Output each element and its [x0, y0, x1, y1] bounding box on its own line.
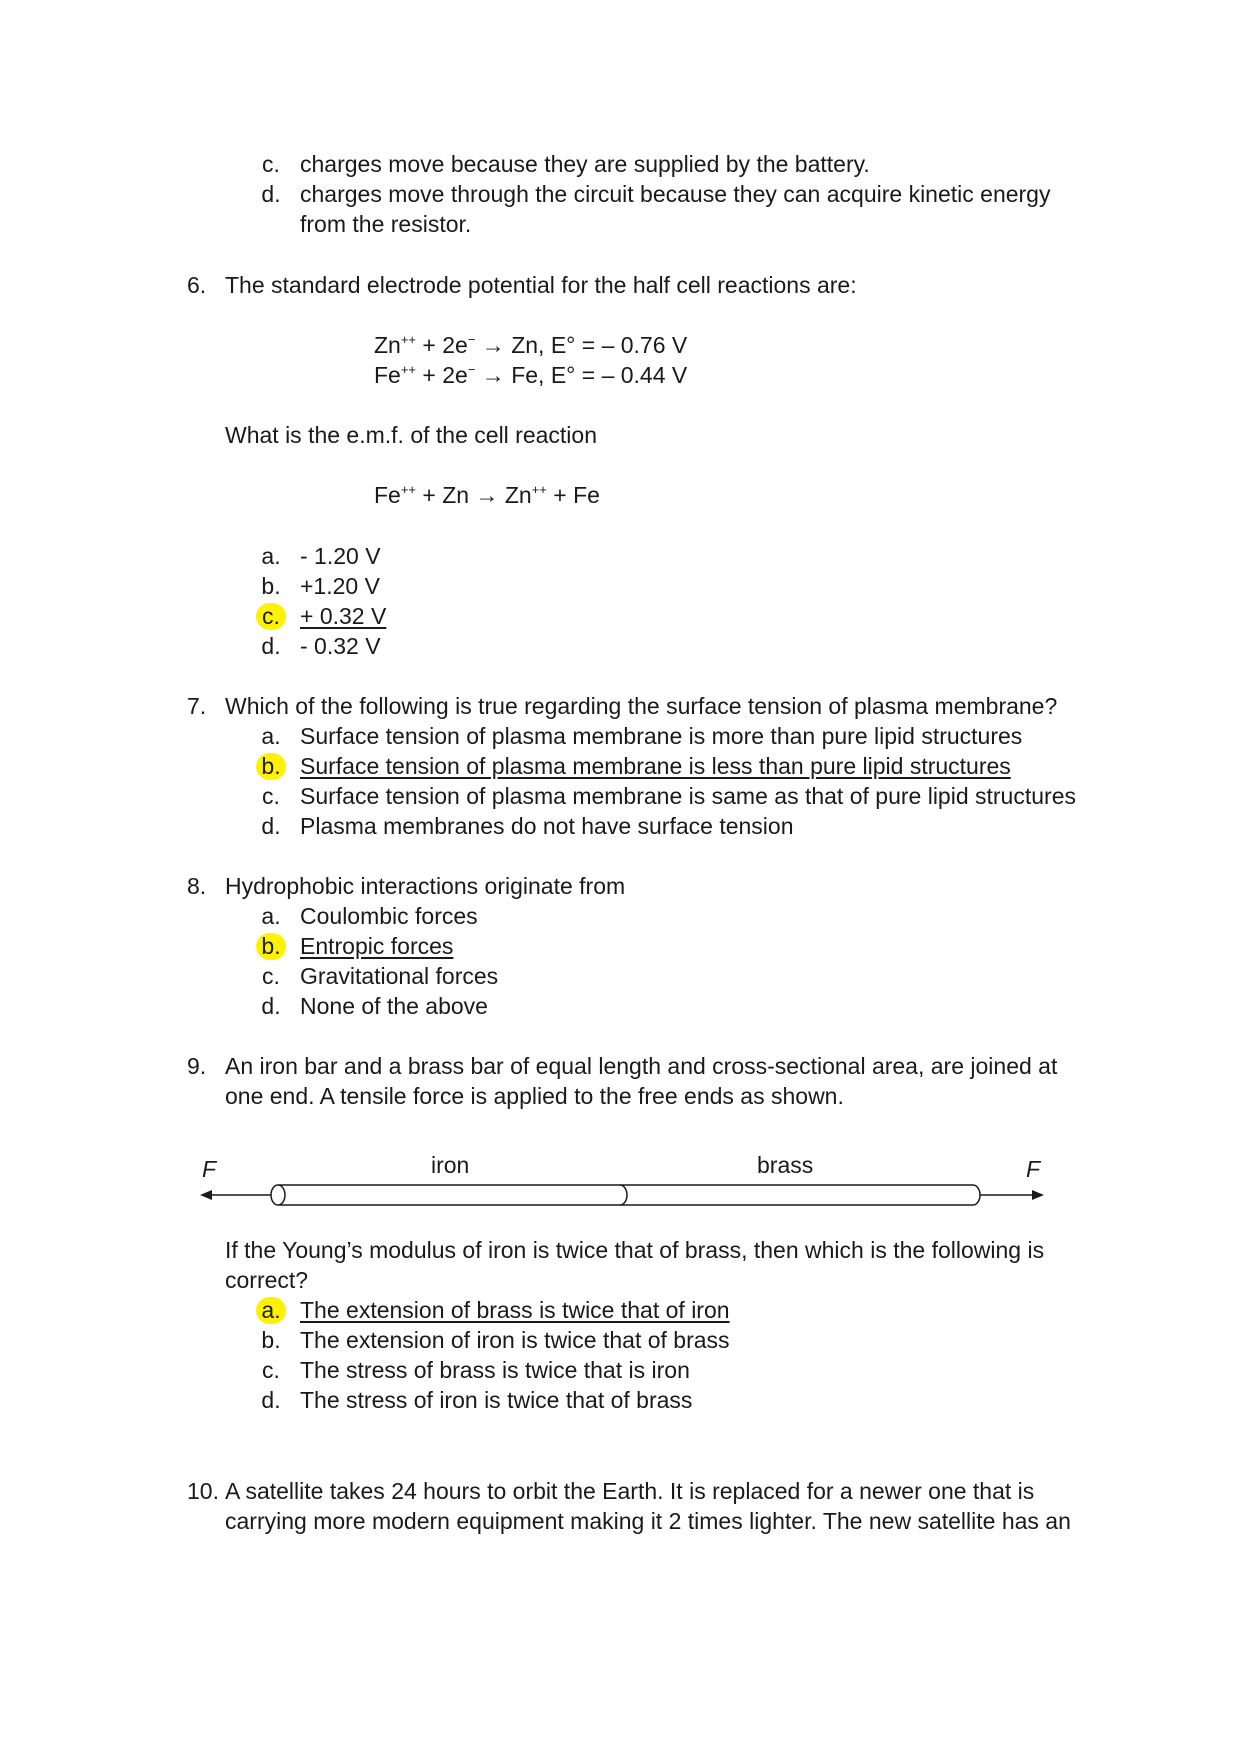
right-force-label: F — [1026, 1156, 1041, 1182]
option-letter-highlighted: b. — [256, 933, 286, 960]
q9-stem-line1: An iron bar and a brass bar of equal length and cross-sectional area, are joined at — [225, 1053, 1058, 1079]
option-letter: d. — [261, 633, 281, 659]
option-text-underlined: + 0.32 V — [300, 603, 387, 629]
q7-stem: Which of the following is true regarding the surface tension of plasma membrane? — [225, 693, 1058, 719]
option-text: charges move through the circuit because they can acquire kinetic energy — [300, 181, 1051, 207]
option-letter: b. — [261, 573, 281, 599]
q10-number: 10. — [187, 1478, 219, 1504]
option-text: Gravitational forces — [300, 963, 499, 989]
q9-number: 9. — [187, 1053, 207, 1079]
bar-left-end — [271, 1185, 285, 1205]
q9-question-line2: correct? — [225, 1267, 309, 1293]
q6-question: What is the e.m.f. of the cell reaction — [225, 422, 597, 448]
option-letter-highlighted: a. — [256, 1297, 286, 1324]
option-text: Plasma membranes do not have surface tension — [300, 813, 794, 839]
option-text: The stress of brass is twice that is iron — [300, 1357, 690, 1383]
option-text: - 0.32 V — [300, 633, 381, 659]
q9-stem-line2: one end. A tensile force is applied to the free ends as shown. — [225, 1083, 844, 1109]
q9-question-line1: If the Young’s modulus of iron is twice that of brass, then which is the following is — [225, 1237, 1045, 1263]
option-letter: b. — [261, 1327, 281, 1353]
option-text: The stress of iron is twice that of brass — [300, 1387, 693, 1413]
option-letter: a. — [261, 723, 281, 749]
q8-stem: Hydrophobic interactions originate from — [225, 873, 626, 899]
option-text: Surface tension of plasma membrane is more than pure lipid structures — [300, 723, 1023, 749]
option-letter: d. — [261, 181, 281, 207]
option-text: Coulombic forces — [300, 903, 478, 929]
bar-right-end — [973, 1185, 980, 1205]
option-text: None of the above — [300, 993, 488, 1019]
q6-half-reaction-fe: Fe++ + 2e− → Fe, E° = – 0.44 V — [374, 362, 688, 388]
right-arrowhead-icon — [1032, 1190, 1044, 1200]
option-text-continued: from the resistor. — [300, 211, 472, 237]
option-letter: d. — [261, 993, 281, 1019]
q6-cell-reaction: Fe++ + Zn → Zn++ + Fe — [374, 482, 600, 508]
option-text: +1.20 V — [300, 573, 380, 599]
option-letter: c. — [262, 783, 280, 809]
option-letter: a. — [261, 903, 281, 929]
bar-joint — [620, 1185, 627, 1205]
option-letter: c. — [262, 151, 280, 177]
q6-half-reaction-zn: Zn++ + 2e− → Zn, E° = – 0.76 V — [374, 332, 688, 358]
option-text-underlined: Entropic forces — [300, 933, 454, 959]
option-text-underlined: Surface tension of plasma membrane is less than pure lipid structures — [300, 753, 1011, 779]
option-letter: c. — [262, 1357, 280, 1383]
option-text: Surface tension of plasma membrane is same as that of pure lipid structures — [300, 783, 1076, 809]
option-text: The extension of iron is twice that of brass — [300, 1327, 730, 1353]
q6-number: 6. — [187, 272, 207, 298]
iron-label: iron — [431, 1152, 470, 1178]
option-letter-highlighted: b. — [256, 753, 286, 780]
option-letter: d. — [261, 1387, 281, 1413]
q10-stem-line1: A satellite takes 24 hours to orbit the Earth. It is replaced for a newer one that is — [225, 1478, 1035, 1504]
option-letter: a. — [261, 543, 281, 569]
left-arrowhead-icon — [200, 1190, 212, 1200]
option-letter: d. — [261, 813, 281, 839]
option-text-underlined: The extension of brass is twice that of iron — [300, 1297, 730, 1323]
option-text: charges move because they are supplied by the battery. — [300, 151, 870, 177]
q8-number: 8. — [187, 873, 207, 899]
q6-stem: The standard electrode potential for the half cell reactions are: — [225, 272, 857, 298]
option-letter: c. — [262, 963, 280, 989]
left-force-label: F — [202, 1156, 217, 1182]
brass-label: brass — [757, 1152, 814, 1178]
q7-number: 7. — [187, 693, 207, 719]
option-text: - 1.20 V — [300, 543, 381, 569]
option-letter-highlighted: c. — [256, 603, 286, 630]
bar-drawing — [190, 1175, 1070, 1215]
q10-stem-line2: carrying more modern equipment making it 2 times lighter. The new satellite has an — [225, 1508, 1071, 1534]
